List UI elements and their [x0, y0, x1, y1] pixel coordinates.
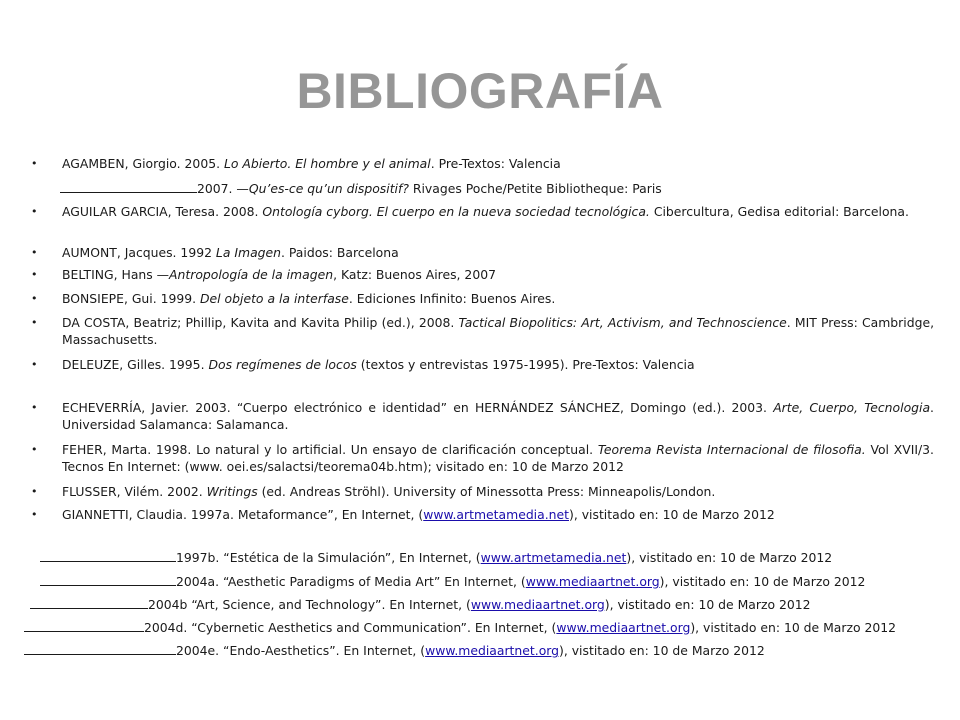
bibliography-entry: [31, 356, 934, 373]
mediaartnet-link[interactable]: www.mediaartnet.org: [470, 597, 605, 612]
entry-text: . Ediciones Infinito: Buenos Aires.: [348, 291, 556, 306]
entry-title: Arte, Cuerpo, Tecnologia: [773, 400, 931, 415]
author-repeat-line: [40, 548, 176, 562]
entry-text: 2004a. “Aesthetic Paradigms of Media Art” En Internet, (: [176, 574, 526, 589]
bibliography-entry: [31, 244, 934, 261]
entry-title: Qu’es-ce qu’un dispositif?: [248, 181, 409, 196]
bibliography-entry: [31, 155, 934, 172]
entry-text: . MIT Press: Cambridge, Massachusetts.: [62, 315, 935, 347]
entry-text: 2004e. “Endo-Aesthetics”. En Internet, (: [176, 643, 426, 658]
entry-text: FLUSSER, Vilém. 2002.: [62, 484, 207, 499]
bullet-icon: •: [31, 157, 38, 170]
entry-title: Antropología de la imagen: [169, 267, 334, 282]
entry-text: 2004d. “Cybernetic Aesthetics and Communication”. En Internet, (: [144, 620, 557, 635]
entry-text: . Paidos: Barcelona: [281, 245, 399, 260]
mediaartnet-link[interactable]: www.mediaartnet.org: [525, 574, 660, 589]
author-repeat-line: [24, 641, 176, 655]
entry-title: La Imagen: [215, 245, 282, 260]
entry-text: . Pre-Textos: Valencia: [430, 156, 561, 171]
entry-text: FEHER, Marta. 1998. Lo natural y lo artificial. Un ensayo de clarificación conceptual.: [62, 442, 598, 457]
bullet-icon: •: [31, 358, 38, 371]
author-repeat-line: [60, 179, 197, 193]
bibliography-entry: [40, 572, 865, 590]
entry-text: (textos y entrevistas 1975-1995). Pre-Textos: Valencia: [356, 357, 695, 372]
entry-text: DELEUZE, Gilles. 1995.: [62, 357, 209, 372]
entry-title: Tactical Biopolitics: Art, Activism, and Technoscience: [458, 315, 787, 330]
bibliography-entry: [31, 314, 935, 348]
entry-title: Dos regímenes de locos: [208, 357, 357, 372]
bullet-icon: •: [31, 292, 38, 305]
entry-text: ), vistitado en: 10 de Marzo 2012: [626, 550, 833, 565]
bullet-icon: •: [31, 316, 38, 329]
entry-text: 2007. —: [197, 181, 249, 196]
mediaartnet-link[interactable]: www.mediaartnet.org: [556, 620, 691, 635]
entry-text: DA COSTA, Beatriz; Phillip, Kavita and Kavita Philip (ed.), 2008.: [62, 315, 459, 330]
bullet-icon: •: [31, 268, 38, 281]
entry-text: BONSIEPE, Gui. 1999.: [62, 291, 201, 306]
entry-text: ), vistitado en: 10 de Marzo 2012: [604, 597, 811, 612]
entry-text: . Universidad Salamanca: Salamanca.: [62, 400, 934, 432]
artmetamedia-link[interactable]: www.artmetamedia.net: [423, 507, 569, 522]
bibliography-entry: [24, 641, 765, 659]
artmetamedia-link[interactable]: www.artmetamedia.net: [480, 550, 627, 565]
entry-text: , Katz: Buenos Aires, 2007: [333, 267, 496, 282]
bullet-icon: •: [31, 508, 38, 521]
bibliography-entry: [31, 290, 934, 307]
entry-text: AGUILAR GARCIA, Teresa. 2008.: [62, 204, 263, 219]
entry-text: 1997b. “Estética de la Simulación”, En Internet, (: [176, 550, 481, 565]
bibliography-entry: [31, 441, 934, 475]
mediaartnet-link[interactable]: www.mediaartnet.org: [425, 643, 560, 658]
bibliography-entry: [60, 179, 662, 197]
entry-title: Ontología cyborg. El cuerpo en la nueva sociedad tecnológica.: [262, 204, 650, 219]
bibliography-entry: [40, 548, 832, 566]
entry-text: 2004b “Art, Science, and Technology”. En Internet, (: [148, 597, 471, 612]
bullet-icon: •: [31, 443, 38, 456]
entry-text: ), vistitado en: 10 de Marzo 2012: [559, 643, 765, 658]
entry-text: ), vistitado en: 10 de Marzo 2012: [569, 507, 775, 522]
bibliography-entry: [30, 595, 811, 613]
entry-text: Rivages Poche/Petite Bibliotheque: Paris: [408, 181, 662, 196]
entry-title: Writings: [206, 484, 258, 499]
bullet-icon: •: [31, 485, 38, 498]
bibliography-entry: [24, 618, 896, 636]
entry-text: ), vistitado en: 10 de Marzo 2012: [690, 620, 897, 635]
author-repeat-line: [30, 595, 148, 609]
entry-text: ), vistitado en: 10 de Marzo 2012: [659, 574, 866, 589]
entry-text: BELTING, Hans —: [62, 267, 170, 282]
bibliography-entry: [31, 399, 934, 433]
entry-text: AUMONT, Jacques. 1992: [62, 245, 216, 260]
entry-title: Lo Abierto. El hombre y el animal: [223, 156, 431, 171]
bibliography-entry: [31, 203, 934, 220]
bibliography-entry: [31, 266, 934, 283]
entry-title: Teorema Revista Internacional de filosofia.: [597, 442, 866, 457]
bullet-icon: •: [31, 401, 38, 414]
page-title: BIBLIOGRAFÍA: [296, 63, 664, 119]
entry-text: (ed. Andreas Ströhl). University of Minessotta Press: Minneapolis/London.: [257, 484, 716, 499]
entry-title: Del objeto a la interfase: [200, 291, 349, 306]
bullet-icon: •: [31, 246, 38, 259]
entry-text: AGAMBEN, Giorgio. 2005.: [62, 156, 224, 171]
author-repeat-line: [40, 572, 176, 586]
author-repeat-line: [24, 618, 144, 632]
entry-text: Cibercultura, Gedisa editorial: Barcelona.: [649, 204, 909, 219]
bullet-icon: •: [31, 205, 38, 218]
bibliography-entry: [31, 506, 934, 523]
entry-text: GIANNETTI, Claudia. 1997a. Metaformance”, En Internet, (: [62, 507, 424, 522]
bibliography-entry: [31, 483, 934, 500]
entry-text: ECHEVERRÍA, Javier. 2003. “Cuerpo electrónico e identidad” en HERNÁNDEZ SÁNCHEZ, Domingo (ed.). 2003.: [62, 400, 774, 415]
entry-text: Vol XVII/3. Tecnos En Internet: (www. oei.es/salactsi/teorema04b.htm); visitado en: 10 de Marzo 2012: [62, 442, 934, 474]
